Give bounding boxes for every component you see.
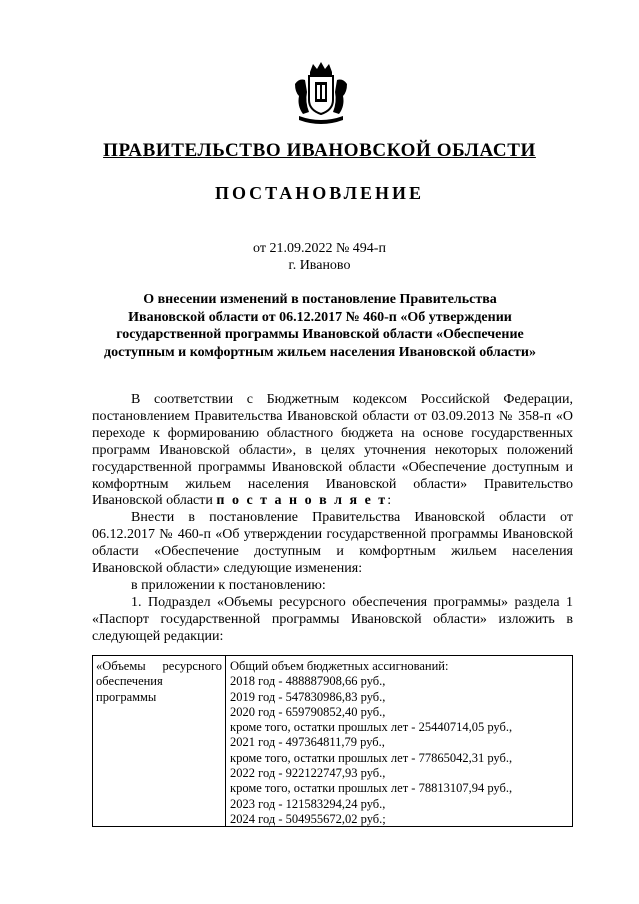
- paragraph-text: В соответствии с Бюджетным кодексом Российской Федерации, постановлением Правительства Ивановской области от 03.09.2013 № 358-п «О переходе к формированию областного бюджета на основе государственных программ Ивановской области», в целях уточнения некоторых положений государственной программы Ивановской области «Обеспечение доступным и комфортным жильем населения Ивановской области» Правительство Ивановской области: [92, 392, 573, 509]
- table-line: 2022 год - 922122747,93 руб.,: [230, 766, 386, 781]
- body-paragraph-4: 1. Подраздел «Объемы ресурсного обеспечения программы» раздела 1 «Паспорт государственной программы Ивановской области» изложить в следующей редакции:: [92, 594, 573, 644]
- coat-of-arms-icon: [293, 62, 349, 126]
- table-line: 2019 год - 547830986,83 руб.,: [230, 689, 386, 704]
- body-paragraph-3: в приложении к постановлению:: [131, 577, 326, 593]
- document-city: г. Иваново: [288, 258, 351, 273]
- heading-line: государственной программы Ивановской области «Обеспечение: [116, 327, 524, 342]
- heading-line: О внесении изменений в постановление Правительства: [143, 292, 497, 307]
- table-line: кроме того, остатки прошлых лет - 78813107,94 руб.,: [230, 781, 513, 796]
- resolves-emphasis: п о с т а н о в л я е т: [216, 493, 388, 509]
- heading-line: Ивановской области от 06.12.2017 № 460-п «Об утверждении: [128, 309, 512, 325]
- organization-title: ПРАВИТЕЛЬСТВО ИВАНОВСКОЙ ОБЛАСТИ: [103, 140, 536, 161]
- body-paragraph-2: Внести в постановление Правительства Ивановской области от 06.12.2017 № 460-п «Об утверждении государственной программы Ивановской области «Обеспечение доступным и комфортным жильем населения Ивановской области» следующие изменения:: [92, 510, 573, 577]
- document-heading: [92, 291, 548, 361]
- document-type: ПОСТАНОВЛЕНИЕ: [214, 183, 425, 203]
- resources-table: [92, 655, 573, 827]
- table-line: кроме того, остатки прошлых лет - 77865042,31 руб.,: [230, 750, 513, 765]
- table-left-text: «Объемы ресурсного обеспечения программы: [96, 659, 222, 704]
- paragraph-punct: :: [387, 493, 392, 509]
- table-line: Общий объем бюджетных ассигнований:: [230, 659, 449, 673]
- document-date-number: от 21.09.2022 № 494-п: [253, 241, 386, 256]
- table-left-cell: [93, 656, 226, 826]
- table-line: 2024 год - 504955672,02 руб.;: [230, 811, 386, 826]
- table-line: 2020 год - 659790852,40 руб.,: [230, 704, 386, 719]
- heading-line: доступным и комфортным жильем населения Ивановской области»: [104, 344, 536, 360]
- table-line: кроме того, остатки прошлых лет - 25440714,05 руб.,: [230, 720, 513, 735]
- table-right-cell: [226, 656, 572, 826]
- table-line: 2021 год - 497364811,79 руб.,: [230, 735, 385, 750]
- table-line: 2023 год - 121583294,24 руб.,: [230, 796, 386, 811]
- document-body: [92, 392, 573, 646]
- body-paragraph-1: [92, 392, 573, 510]
- table-line: 2018 год - 488887908,66 руб.,: [230, 674, 386, 689]
